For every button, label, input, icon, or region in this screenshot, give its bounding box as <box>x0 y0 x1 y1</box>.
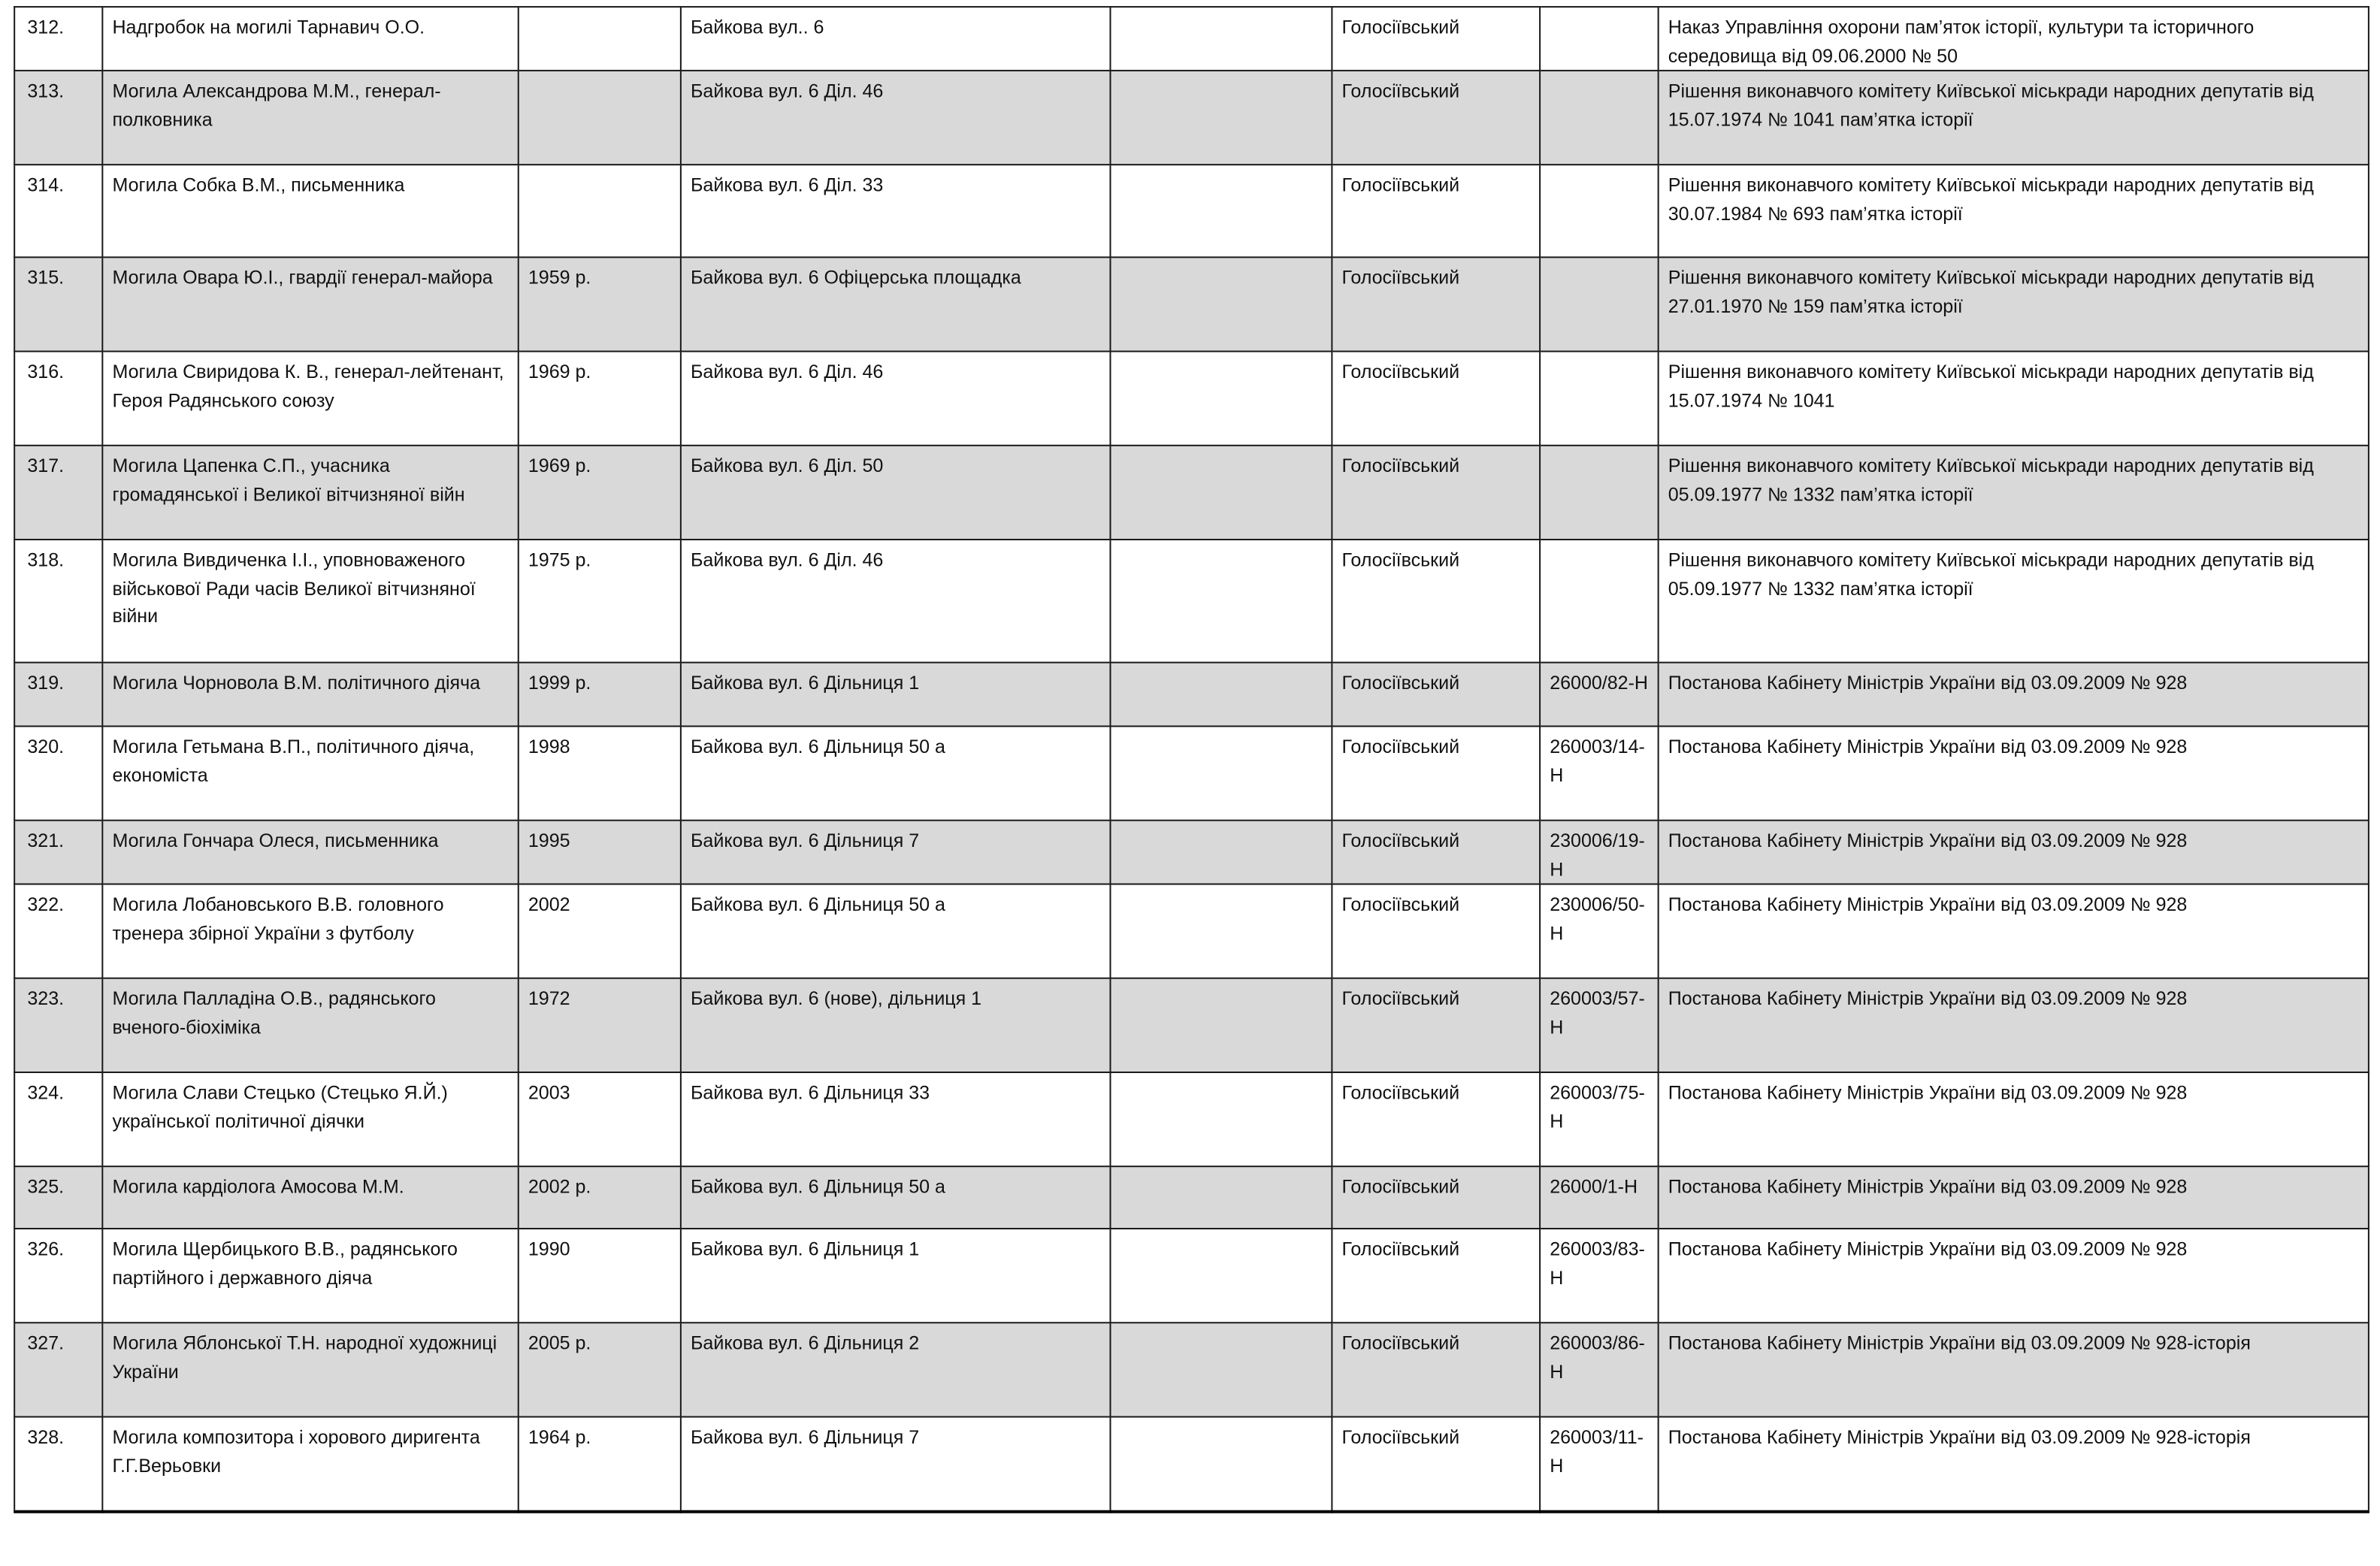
monument-year-cell: 1995 <box>519 821 681 884</box>
protection-number-cell: 230006/19- Н <box>1540 821 1659 884</box>
row-number-cell: 323. <box>14 979 102 1073</box>
monuments-table <box>14 6 2369 1513</box>
monument-year-cell: 1999 р. <box>519 663 681 727</box>
row-number-cell: 317. <box>14 446 102 540</box>
table-row <box>14 1229 2369 1323</box>
legal-document-cell: Рішення виконавчого комітету Київської міськради народних депутатів від 15.07.1974 № 1041 пам’ятка історії <box>1659 71 2369 165</box>
monument-district-cell: Голосіївський <box>1332 663 1540 727</box>
table-row <box>14 1417 2369 1511</box>
monument-district-cell: Голосіївський <box>1332 884 1540 978</box>
row-number-cell: 321. <box>14 821 102 884</box>
protection-number-cell <box>1540 71 1659 165</box>
monument-name-cell: Могила Свиридова К. В., генерал-лейтенант, Героя Радянського союзу <box>102 352 518 446</box>
legal-document-cell: Рішення виконавчого комітету Київської міськради народних депутатів від 05.09.1977 № 1332 пам’ятка історії <box>1659 446 2369 540</box>
table-row <box>14 727 2369 821</box>
legal-document-cell: Постанова Кабінету Міністрів України від 03.09.2009 № 928 <box>1659 1073 2369 1167</box>
legal-document-cell: Наказ Управління охорони пам’яток історії, культури та історичного середовища від 09.06.2000 № 50 <box>1659 7 2369 71</box>
monument-district-cell: Голосіївський <box>1332 1229 1540 1323</box>
monument-name-cell: Могила Александрова М.М., генерал-полковника <box>102 71 518 165</box>
row-number-cell: 326. <box>14 1229 102 1323</box>
legal-document-cell: Рішення виконавчого комітету Київської міськради народних депутатів від 27.01.1970 № 159 пам’ятка історії <box>1659 258 2369 352</box>
monument-address-cell: Байкова вул. 6 Дільниця 1 <box>681 1229 1111 1323</box>
table-row <box>14 821 2369 884</box>
monument-name-cell: Могила Чорновола В.М. політичного діяча <box>102 663 518 727</box>
table-row <box>14 979 2369 1073</box>
extra-cell-cell <box>1110 727 1332 821</box>
row-number-cell: 316. <box>14 352 102 446</box>
table-row <box>14 165 2369 258</box>
protection-number-cell <box>1540 540 1659 663</box>
monument-district-cell: Голосіївський <box>1332 540 1540 663</box>
row-number-cell: 319. <box>14 663 102 727</box>
monument-year-cell: 1975 р. <box>519 540 681 663</box>
row-number-cell: 312. <box>14 7 102 71</box>
monument-address-cell: Байкова вул.. 6 <box>681 7 1111 71</box>
table-row <box>14 258 2369 352</box>
monument-year-cell: 1969 р. <box>519 446 681 540</box>
monument-name-cell: Могила кардіолога Амосова М.М. <box>102 1167 518 1229</box>
row-number-cell: 327. <box>14 1323 102 1417</box>
monument-year-cell: 1969 р. <box>519 352 681 446</box>
table-row <box>14 352 2369 446</box>
monument-district-cell: Голосіївський <box>1332 1417 1540 1511</box>
table-body <box>14 7 2369 1511</box>
extra-cell-cell <box>1110 663 1332 727</box>
table-row <box>14 1073 2369 1167</box>
legal-document-cell: Постанова Кабінету Міністрів України від 03.09.2009 № 928-історія <box>1659 1417 2369 1511</box>
legal-document-cell: Постанова Кабінету Міністрів України від 03.09.2009 № 928 <box>1659 727 2369 821</box>
monument-year-cell: 2005 р. <box>519 1323 681 1417</box>
monument-address-cell: Байкова вул. 6 Діл. 46 <box>681 352 1111 446</box>
monument-address-cell: Байкова вул. 6 Дільниця 7 <box>681 821 1111 884</box>
monument-district-cell: Голосіївський <box>1332 1073 1540 1167</box>
table-row <box>14 663 2369 727</box>
extra-cell-cell <box>1110 1417 1332 1511</box>
monument-address-cell: Байкова вул. 6 Дільниця 1 <box>681 663 1111 727</box>
monument-name-cell: Могила Слави Стецько (Стецько Я.Й.) української політичної діячки <box>102 1073 518 1167</box>
extra-cell-cell <box>1110 979 1332 1073</box>
extra-cell-cell <box>1110 1167 1332 1229</box>
table-row <box>14 71 2369 165</box>
monument-address-cell: Байкова вул. 6 Офіцерська площадка <box>681 258 1111 352</box>
legal-document-cell: Постанова Кабінету Міністрів України від 03.09.2009 № 928 <box>1659 821 2369 884</box>
protection-number-cell <box>1540 258 1659 352</box>
row-number-cell: 314. <box>14 165 102 258</box>
protection-number-cell: 26000/1-Н <box>1540 1167 1659 1229</box>
protection-number-cell: 260003/86- Н <box>1540 1323 1659 1417</box>
monument-year-cell: 1972 <box>519 979 681 1073</box>
extra-cell-cell <box>1110 821 1332 884</box>
table-row <box>14 884 2369 978</box>
protection-number-cell: 260003/14- Н <box>1540 727 1659 821</box>
legal-document-cell: Рішення виконавчого комітету Київської міськради народних депутатів від 05.09.1977 № 1332 пам’ятка історії <box>1659 540 2369 663</box>
monument-district-cell: Голосіївський <box>1332 258 1540 352</box>
extra-cell-cell <box>1110 71 1332 165</box>
protection-number-cell: 230006/50- Н <box>1540 884 1659 978</box>
row-number-cell: 313. <box>14 71 102 165</box>
monument-year-cell: 2002 <box>519 884 681 978</box>
monument-district-cell: Голосіївський <box>1332 446 1540 540</box>
extra-cell-cell <box>1110 165 1332 258</box>
monument-name-cell: Могила Лобановського В.В. головного тренера збірної України з футболу <box>102 884 518 978</box>
monument-name-cell: Могила Щербицького В.В., радянського партійного і державного діяча <box>102 1229 518 1323</box>
extra-cell-cell <box>1110 1323 1332 1417</box>
protection-number-cell: 260003/11- Н <box>1540 1417 1659 1511</box>
legal-document-cell: Постанова Кабінету Міністрів України від 03.09.2009 № 928 <box>1659 884 2369 978</box>
monument-year-cell <box>519 165 681 258</box>
table-row <box>14 446 2369 540</box>
monument-name-cell: Могила Палладіна О.В., радянського вченого-біохіміка <box>102 979 518 1073</box>
protection-number-cell: 260003/57- Н <box>1540 979 1659 1073</box>
monument-name-cell: Надгробок на могилі Тарнавич О.О. <box>102 7 518 71</box>
protection-number-cell <box>1540 446 1659 540</box>
monument-address-cell: Байкова вул. 6 Діл. 46 <box>681 71 1111 165</box>
monument-district-cell: Голосіївський <box>1332 821 1540 884</box>
legal-document-cell: Постанова Кабінету Міністрів України від 03.09.2009 № 928 <box>1659 1167 2369 1229</box>
table-row <box>14 1323 2369 1417</box>
row-number-cell: 325. <box>14 1167 102 1229</box>
monument-address-cell: Байкова вул. 6 Дільниця 50 а <box>681 727 1111 821</box>
monument-name-cell: Могила Гетьмана В.П., політичного діяча, економіста <box>102 727 518 821</box>
legal-document-cell: Рішення виконавчого комітету Київської міськради народних депутатів від 15.07.1974 № 1041 <box>1659 352 2369 446</box>
monument-address-cell: Байкова вул. 6 Дільниця 7 <box>681 1417 1111 1511</box>
table-row <box>14 1167 2369 1229</box>
monument-address-cell: Байкова вул. 6 Дільниця 50 а <box>681 884 1111 978</box>
protection-number-cell: 260003/83- Н <box>1540 1229 1659 1323</box>
monument-year-cell: 2002 р. <box>519 1167 681 1229</box>
protection-number-cell: 26000/82-Н <box>1540 663 1659 727</box>
monument-district-cell: Голосіївський <box>1332 7 1540 71</box>
monument-name-cell: Могила Собка В.М., письменника <box>102 165 518 258</box>
monument-year-cell: 2003 <box>519 1073 681 1167</box>
row-number-cell: 318. <box>14 540 102 663</box>
legal-document-cell: Постанова Кабінету Міністрів України від 03.09.2009 № 928 <box>1659 979 2369 1073</box>
monument-name-cell: Могила Яблонської Т.Н. народної художниці України <box>102 1323 518 1417</box>
monument-address-cell: Байкова вул. 6 Дільниця 50 а <box>681 1167 1111 1229</box>
extra-cell-cell <box>1110 7 1332 71</box>
protection-number-cell: 260003/75- Н <box>1540 1073 1659 1167</box>
monument-name-cell: Могила Овара Ю.І., гвардії генерал-майора <box>102 258 518 352</box>
monument-name-cell: Могила композитора і хорового диригента Г.Г.Верьовки <box>102 1417 518 1511</box>
monument-year-cell: 1990 <box>519 1229 681 1323</box>
legal-document-cell: Постанова Кабінету Міністрів України від 03.09.2009 № 928 <box>1659 663 2369 727</box>
legal-document-cell: Постанова Кабінету Міністрів України від 03.09.2009 № 928 <box>1659 1229 2369 1323</box>
monument-name-cell: Могила Гончара Олеся, письменника <box>102 821 518 884</box>
legal-document-cell: Рішення виконавчого комітету Київської міськради народних депутатів від 30.07.1984 № 693 пам’ятка історії <box>1659 165 2369 258</box>
monument-year-cell: 1998 <box>519 727 681 821</box>
row-number-cell: 324. <box>14 1073 102 1167</box>
table-row <box>14 7 2369 71</box>
monument-district-cell: Голосіївський <box>1332 1167 1540 1229</box>
monument-address-cell: Байкова вул. 6 Дільниця 33 <box>681 1073 1111 1167</box>
monument-name-cell: Могила Цапенка С.П., учасника громадянської і Великої вітчизняної війн <box>102 446 518 540</box>
protection-number-cell <box>1540 352 1659 446</box>
monument-year-cell: 1964 р. <box>519 1417 681 1511</box>
monument-district-cell: Голосіївський <box>1332 352 1540 446</box>
monument-address-cell: Байкова вул. 6 Дільниця 2 <box>681 1323 1111 1417</box>
monument-district-cell: Голосіївський <box>1332 165 1540 258</box>
row-number-cell: 315. <box>14 258 102 352</box>
extra-cell-cell <box>1110 258 1332 352</box>
monument-district-cell: Голосіївський <box>1332 727 1540 821</box>
monument-address-cell: Байкова вул. 6 Діл. 46 <box>681 540 1111 663</box>
extra-cell-cell <box>1110 1229 1332 1323</box>
extra-cell-cell <box>1110 884 1332 978</box>
table-row <box>14 540 2369 663</box>
monument-district-cell: Голосіївський <box>1332 979 1540 1073</box>
extra-cell-cell <box>1110 540 1332 663</box>
monument-address-cell: Байкова вул. 6 Діл. 50 <box>681 446 1111 540</box>
extra-cell-cell <box>1110 1073 1332 1167</box>
row-number-cell: 322. <box>14 884 102 978</box>
row-number-cell: 320. <box>14 727 102 821</box>
monument-address-cell: Байкова вул. 6 (нове), дільниця 1 <box>681 979 1111 1073</box>
row-number-cell: 328. <box>14 1417 102 1511</box>
monument-district-cell: Голосіївський <box>1332 71 1540 165</box>
monument-year-cell: 1959 р. <box>519 258 681 352</box>
legal-document-cell: Постанова Кабінету Міністрів України від 03.09.2009 № 928-історія <box>1659 1323 2369 1417</box>
extra-cell-cell <box>1110 352 1332 446</box>
monument-year-cell <box>519 71 681 165</box>
protection-number-cell <box>1540 165 1659 258</box>
protection-number-cell <box>1540 7 1659 71</box>
monument-address-cell: Байкова вул. 6 Діл. 33 <box>681 165 1111 258</box>
monument-year-cell <box>519 7 681 71</box>
extra-cell-cell <box>1110 446 1332 540</box>
monument-name-cell: Могила Вивдиченка І.І., уповноваженого військової Ради часів Великої вітчизняної війни <box>102 540 518 663</box>
monument-district-cell: Голосіївський <box>1332 1323 1540 1417</box>
